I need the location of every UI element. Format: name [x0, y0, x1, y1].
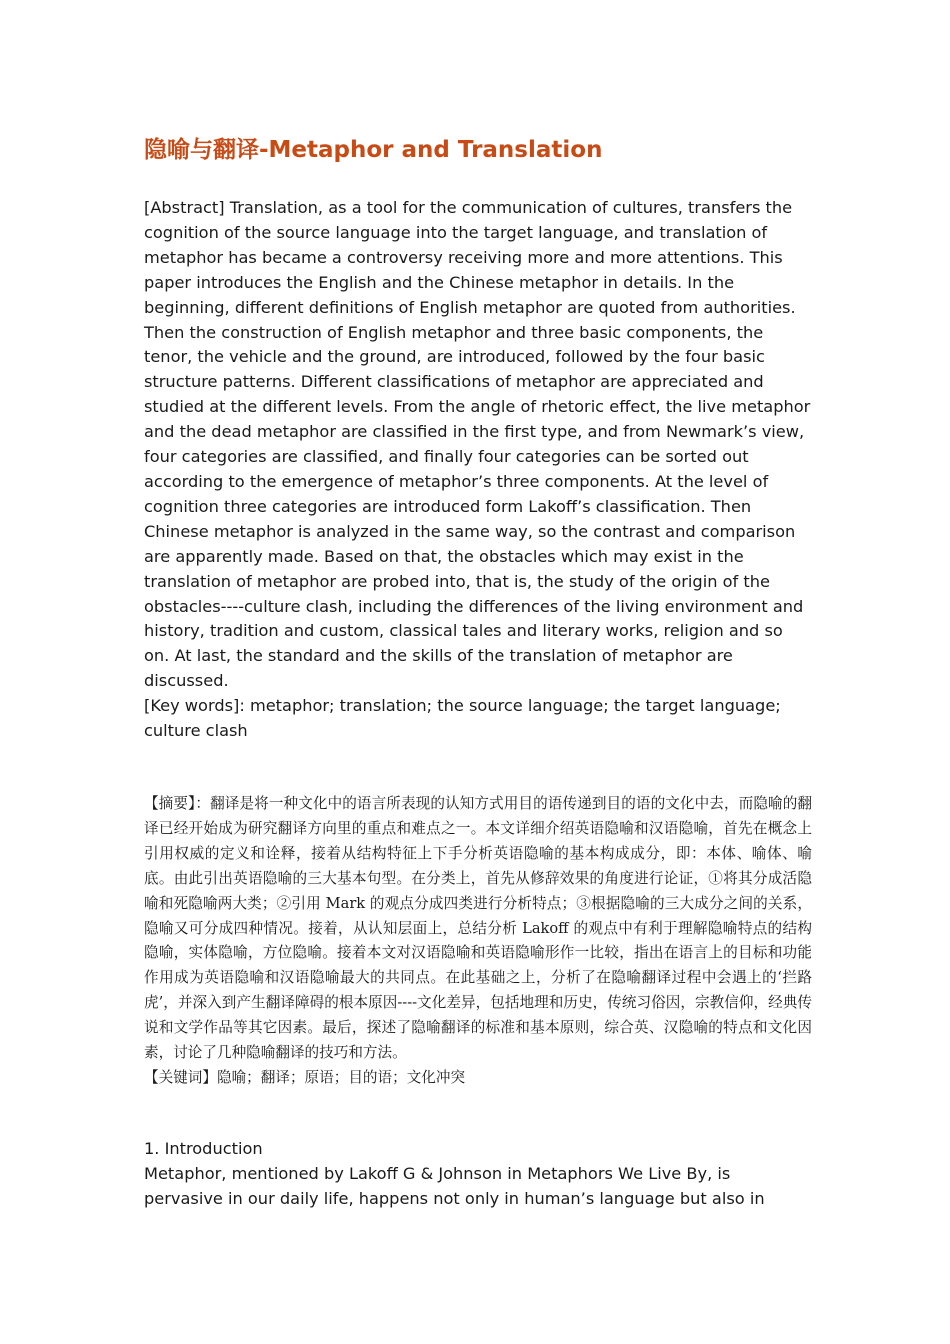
intro-paragraph: Metaphor, mentioned by Lakoff G & Johnson in Metaphors We Live By, is pervasive in our daily life, happens not only in human’s language but also in — [144, 1163, 765, 1208]
chinese-abstract-section — [144, 792, 812, 1091]
section-heading: 1. Introduction — [144, 1139, 263, 1158]
document-title: 隐喻与翻译-Metaphor and Translation — [144, 137, 603, 163]
keywords-zh-paragraph: 【关键词】隐喻；翻译；原语；目的语；文化冲突 — [144, 1068, 466, 1086]
introduction-section — [144, 1137, 812, 1212]
abstract-en-paragraph: [Abstract] Translation, as a tool for the communication of cultures, transfers the cognition of the source language into the target language, and translation of metaphor has became a controversy receiving more and more attentions. This paper introduces the English and the Chinese metaphor in details. In the beginning, different definitions of English metaphor are quoted from authorities. Then the construction of English metaphor and three basic components, the tenor, the vehicle and the ground, are introduced, followed by the four basic structure patterns. Different classifications of metaphor are appreciated and studied at the different levels. From the angle of rhetoric effect, the live metaphor and the dead metaphor are classified in the first type, and from Newmark’s view, four categories are classified, and finally four categories can be sorted out according to the emergence of metaphor’s three components. At the level of cognition three categories are introduced form Lakoff’s classification. Then Chinese metaphor is analyzed in the same way, so the contrast and comparison are apparently made. Based on that, the obstacles which may exist in the translation of metaphor are probed into, that is, the study of the origin of the obstacles----culture clash, including the differences of the living environment and history, tradition and custom, classical tales and literary works, religion and so on. At last, the standard and the skills of the translation of metaphor are discussed. — [144, 198, 811, 691]
keywords-en-paragraph: [Key words]: metaphor; translation; the source language; the target language; culture clash — [144, 696, 781, 741]
abstract-zh-paragraph: 【摘要】：翻译是将一种文化中的语言所表现的认知方式用目的语传递到目的语的文化中去，而隐喻的翻译已经开始成为研究翻译方向里的重点和难点之一。本文详细介绍英语隐喻和汉语隐喻，首先在概念上引用权威的定义和诠释，接着从结构特征上下手分析英语隐喻的基本构成成分，即：本体、喻体、喻底。由此引出英语隐喻的三大基本句型。在分类上，首先从修辞效果的角度进行论证，①将其分成活隐喻和死隐喻两大类；②引用 Mark 的观点分成四类进行分析特点；③根据隐喻的三大成分之间的关系，隐喻又可分成四种情况。接着，从认知层面上，总结分析 Lakoff 的观点中有利于理解隐喻特点的结构隐喻，实体隐喻，方位隐喻。接着本文对汉语隐喻和英语隐喻形作一比较，指出在语言上的目标和功能作用成为英语隐喻和汉语隐喻最大的共同点。在此基础之上，分析了在隐喻翻译过程中会遇上的‘拦路虎’，并深入到产生翻译障碍的根本原因----文化差异，包括地理和历史，传统习俗因，宗教信仰，经典传说和文学作品等其它因素。最后，探述了隐喻翻译的标准和基本原则，综合英、汉隐喻的特点和文化因素，讨论了几种隐喻翻译的技巧和方法。 — [144, 795, 812, 1062]
english-abstract-section — [144, 196, 812, 744]
